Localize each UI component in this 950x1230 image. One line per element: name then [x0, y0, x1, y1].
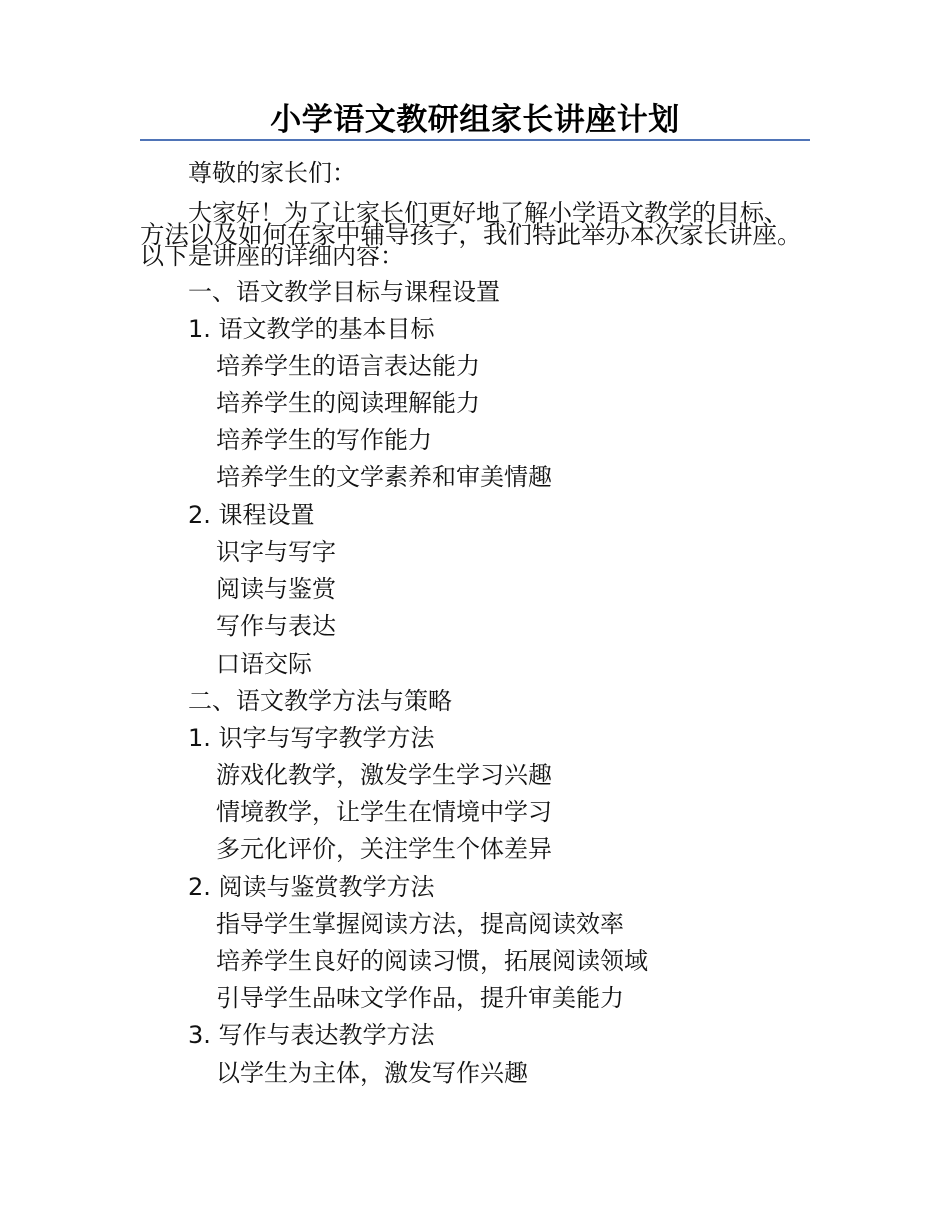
subsection-heading: 3. 写作与表达教学方法 — [188, 1021, 435, 1049]
list-item: 培养学生的语言表达能力 — [216, 352, 480, 380]
list-item: 写作与表达 — [216, 612, 336, 640]
list-item: 引导学生品味文学作品，提升审美能力 — [216, 984, 624, 1012]
section-heading: 一、语文教学目标与课程设置 — [188, 278, 500, 306]
intro-line-3: 以下是讲座的详细内容： — [140, 242, 404, 270]
list-item: 培养学生良好的阅读习惯，拓展阅读领域 — [216, 947, 648, 975]
intro-line-2: 方法以及如何在家中辅导孩子，我们特此举办本次家长讲座。 — [140, 220, 802, 249]
list-item: 口语交际 — [216, 650, 312, 678]
list-item: 培养学生的阅读理解能力 — [216, 389, 480, 417]
list-item: 识字与写字 — [216, 538, 336, 566]
list-item: 指导学生掌握阅读方法，提高阅读效率 — [216, 910, 624, 938]
intro-line-1: 大家好！为了让家长们更好地了解小学语文教学的目标、 — [188, 199, 788, 227]
document-title: 小学语文教研组家长讲座计划 — [270, 102, 680, 138]
section-heading: 二、语文教学方法与策略 — [188, 687, 452, 715]
subsection-heading: 2. 课程设置 — [188, 501, 315, 529]
list-item: 培养学生的文学素养和审美情趣 — [216, 463, 552, 491]
title-underline — [140, 139, 810, 141]
subsection-heading: 2. 阅读与鉴赏教学方法 — [188, 873, 435, 901]
list-item: 阅读与鉴赏 — [216, 575, 336, 603]
subsection-heading: 1. 语文教学的基本目标 — [188, 315, 435, 343]
list-item: 培养学生的写作能力 — [216, 426, 432, 454]
list-item: 以学生为主体，激发写作兴趣 — [216, 1059, 528, 1087]
list-item: 多元化评价，关注学生个体差异 — [216, 835, 552, 863]
greeting: 尊敬的家长们： — [188, 159, 356, 187]
list-item: 游戏化教学，激发学生学习兴趣 — [216, 761, 552, 789]
subsection-heading: 1. 识字与写字教学方法 — [188, 724, 435, 752]
list-item: 情境教学，让学生在情境中学习 — [216, 798, 552, 826]
